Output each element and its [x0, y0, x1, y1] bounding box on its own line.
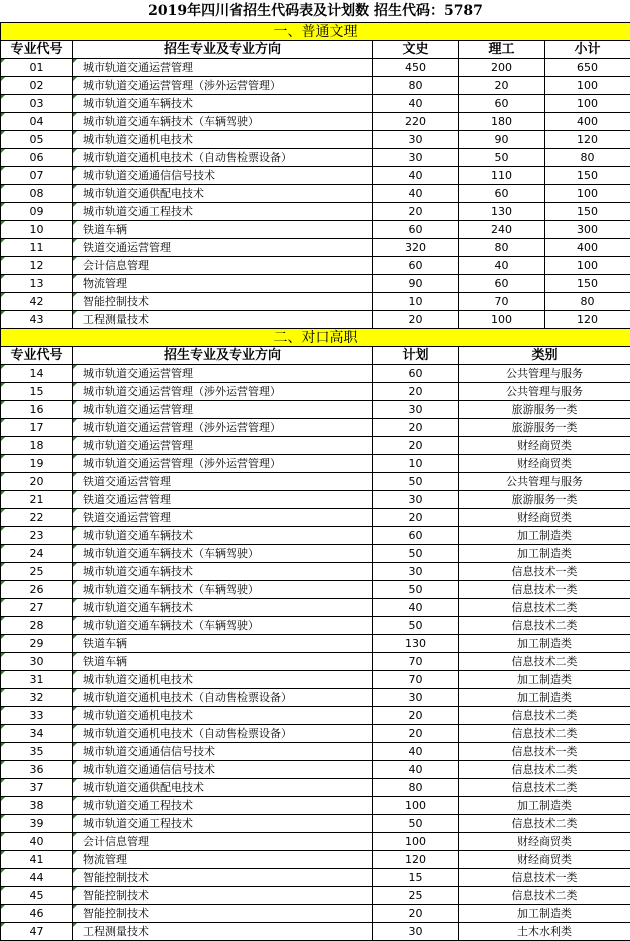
plan-count: 20: [373, 905, 459, 923]
major-name: 城市轨道交通运营管理: [73, 401, 373, 419]
major-code: 26: [1, 581, 73, 599]
plan-count: 30: [373, 689, 459, 707]
plan-count: 25: [373, 887, 459, 905]
plan-count: 100: [373, 797, 459, 815]
table-row: [1, 581, 630, 599]
major-code: 45: [1, 887, 73, 905]
major-code: 39: [1, 815, 73, 833]
liberal-arts-count: 30: [373, 131, 459, 149]
plan-count: 30: [373, 491, 459, 509]
table-row: [1, 563, 630, 581]
major-name: 铁道交通运营管理: [73, 473, 373, 491]
plan-count: 50: [373, 581, 459, 599]
major-code: 12: [1, 257, 73, 275]
major-code: 21: [1, 491, 73, 509]
category: 加工制造类: [459, 545, 630, 563]
plan-count: 120: [373, 851, 459, 869]
plan-count: 20: [373, 419, 459, 437]
subtotal-count: 650: [545, 59, 630, 77]
science-count: 50: [459, 149, 545, 167]
major-code: 35: [1, 743, 73, 761]
plan-count: 20: [373, 437, 459, 455]
plan-count: 30: [373, 401, 459, 419]
section1-header-row: [1, 41, 630, 59]
plan-count: 50: [373, 545, 459, 563]
major-code: 25: [1, 563, 73, 581]
header-category: 类别: [459, 347, 630, 365]
subtotal-count: 100: [545, 77, 630, 95]
science-count: 60: [459, 275, 545, 293]
table-row: [1, 185, 630, 203]
subtotal-count: 400: [545, 239, 630, 257]
section2-title-row: [1, 329, 630, 347]
category: 信息技术一类: [459, 581, 630, 599]
science-count: 100: [459, 311, 545, 329]
major-code: 11: [1, 239, 73, 257]
major-name: 城市轨道交通运营管理（涉外运营管理）: [73, 383, 373, 401]
table-row: [1, 707, 630, 725]
major-code: 15: [1, 383, 73, 401]
major-name: 城市轨道交通通信信号技术: [73, 743, 373, 761]
science-count: 90: [459, 131, 545, 149]
header-science: 理工: [459, 41, 545, 59]
major-name: 会计信息管理: [73, 257, 373, 275]
category: 财经商贸类: [459, 851, 630, 869]
table-row: [1, 635, 630, 653]
category: 财经商贸类: [459, 455, 630, 473]
major-code: 16: [1, 401, 73, 419]
title-row: [1, 0, 630, 23]
liberal-arts-count: 40: [373, 167, 459, 185]
plan-count: 70: [373, 653, 459, 671]
subtotal-count: 120: [545, 311, 630, 329]
liberal-arts-count: 90: [373, 275, 459, 293]
table-row: [1, 905, 630, 923]
table-row: [1, 293, 630, 311]
table-row: [1, 239, 630, 257]
plan-count: 50: [373, 617, 459, 635]
major-name: 会计信息管理: [73, 833, 373, 851]
table-row: [1, 743, 630, 761]
table-row: [1, 599, 630, 617]
table-row: [1, 509, 630, 527]
major-name: 铁道车辆: [73, 221, 373, 239]
table-row: [1, 275, 630, 293]
section1-rows: [1, 59, 630, 329]
major-name: 城市轨道交通运营管理: [73, 365, 373, 383]
category: 信息技术二类: [459, 887, 630, 905]
major-name: 城市轨道交通机电技术: [73, 131, 373, 149]
header-liberal-arts: 文史: [373, 41, 459, 59]
major-name: 城市轨道交通车辆技术: [73, 95, 373, 113]
major-code: 13: [1, 275, 73, 293]
subtotal-count: 150: [545, 167, 630, 185]
major-code: 32: [1, 689, 73, 707]
science-count: 60: [459, 185, 545, 203]
category: 信息技术二类: [459, 617, 630, 635]
category: 信息技术二类: [459, 761, 630, 779]
section2-title: 二、对口高职: [1, 329, 630, 347]
major-name: 城市轨道交通机电技术（自动售检票设备）: [73, 689, 373, 707]
major-code: 05: [1, 131, 73, 149]
plan-count: 30: [373, 563, 459, 581]
table-row: [1, 419, 630, 437]
major-name: 城市轨道交通供配电技术: [73, 779, 373, 797]
major-name: 铁道交通运营管理: [73, 509, 373, 527]
major-name: 城市轨道交通机电技术: [73, 671, 373, 689]
major-name: 铁道交通运营管理: [73, 491, 373, 509]
plan-count: 20: [373, 509, 459, 527]
science-count: 20: [459, 77, 545, 95]
liberal-arts-count: 30: [373, 149, 459, 167]
table-row: [1, 149, 630, 167]
plan-count: 20: [373, 383, 459, 401]
major-code: 10: [1, 221, 73, 239]
header-major: 招生专业及专业方向: [73, 347, 373, 365]
major-code: 40: [1, 833, 73, 851]
category: 信息技术一类: [459, 869, 630, 887]
subtotal-count: 150: [545, 203, 630, 221]
table-row: [1, 167, 630, 185]
science-count: 110: [459, 167, 545, 185]
major-code: 37: [1, 779, 73, 797]
major-code: 18: [1, 437, 73, 455]
science-count: 130: [459, 203, 545, 221]
header-subtotal: 小计: [545, 41, 630, 59]
section1-title-row: [1, 23, 630, 41]
table-row: [1, 131, 630, 149]
category: 财经商贸类: [459, 509, 630, 527]
table-row: [1, 203, 630, 221]
subtotal-count: 100: [545, 185, 630, 203]
section1-title: 一、普通文理: [1, 23, 630, 41]
liberal-arts-count: 220: [373, 113, 459, 131]
major-name: 城市轨道交通通信信号技术: [73, 761, 373, 779]
table-row: [1, 95, 630, 113]
major-name: 物流管理: [73, 851, 373, 869]
plan-count: 40: [373, 761, 459, 779]
major-code: 06: [1, 149, 73, 167]
major-code: 46: [1, 905, 73, 923]
table-row: [1, 257, 630, 275]
major-name: 铁道车辆: [73, 653, 373, 671]
science-count: 180: [459, 113, 545, 131]
science-count: 240: [459, 221, 545, 239]
category: 信息技术一类: [459, 743, 630, 761]
major-code: 01: [1, 59, 73, 77]
header-plan: 计划: [373, 347, 459, 365]
subtotal-count: 150: [545, 275, 630, 293]
section2-header-row: [1, 347, 630, 365]
category: 加工制造类: [459, 689, 630, 707]
major-name: 铁道车辆: [73, 635, 373, 653]
major-code: 34: [1, 725, 73, 743]
category: 信息技术二类: [459, 599, 630, 617]
category: 信息技术二类: [459, 779, 630, 797]
major-name: 城市轨道交通工程技术: [73, 797, 373, 815]
major-name: 城市轨道交通运营管理: [73, 59, 373, 77]
major-name: 城市轨道交通车辆技术: [73, 563, 373, 581]
table-row: [1, 365, 630, 383]
subtotal-count: 400: [545, 113, 630, 131]
major-name: 铁道交通运营管理: [73, 239, 373, 257]
major-name: 城市轨道交通车辆技术（车辆驾驶）: [73, 581, 373, 599]
liberal-arts-count: 80: [373, 77, 459, 95]
plan-count: 80: [373, 779, 459, 797]
major-code: 41: [1, 851, 73, 869]
liberal-arts-count: 60: [373, 257, 459, 275]
major-name: 城市轨道交通工程技术: [73, 815, 373, 833]
major-name: 智能控制技术: [73, 293, 373, 311]
major-name: 城市轨道交通供配电技术: [73, 185, 373, 203]
plan-count: 10: [373, 455, 459, 473]
category: 旅游服务一类: [459, 491, 630, 509]
major-name: 城市轨道交通机电技术（自动售检票设备）: [73, 149, 373, 167]
major-code: 09: [1, 203, 73, 221]
plan-count: 130: [373, 635, 459, 653]
major-name: 智能控制技术: [73, 905, 373, 923]
major-name: 城市轨道交通车辆技术（车辆驾驶）: [73, 617, 373, 635]
major-name: 城市轨道交通运营管理（涉外运营管理）: [73, 455, 373, 473]
liberal-arts-count: 60: [373, 221, 459, 239]
category: 加工制造类: [459, 527, 630, 545]
major-name: 城市轨道交通工程技术: [73, 203, 373, 221]
major-code: 36: [1, 761, 73, 779]
major-code: 28: [1, 617, 73, 635]
header-major: 招生专业及专业方向: [73, 41, 373, 59]
table-row: [1, 311, 630, 329]
table-row: [1, 869, 630, 887]
major-code: 14: [1, 365, 73, 383]
category: 加工制造类: [459, 905, 630, 923]
major-name: 城市轨道交通机电技术（自动售检票设备）: [73, 725, 373, 743]
plan-count: 40: [373, 743, 459, 761]
plan-count: 50: [373, 815, 459, 833]
major-code: 24: [1, 545, 73, 563]
table-row: [1, 527, 630, 545]
science-count: 60: [459, 95, 545, 113]
table-row: [1, 779, 630, 797]
category: 财经商贸类: [459, 437, 630, 455]
category: 加工制造类: [459, 797, 630, 815]
major-name: 城市轨道交通车辆技术（车辆驾驶）: [73, 545, 373, 563]
subtotal-count: 120: [545, 131, 630, 149]
liberal-arts-count: 450: [373, 59, 459, 77]
table-row: [1, 77, 630, 95]
major-code: 29: [1, 635, 73, 653]
major-code: 17: [1, 419, 73, 437]
table-row: [1, 797, 630, 815]
major-name: 城市轨道交通车辆技术: [73, 599, 373, 617]
plan-count: 20: [373, 707, 459, 725]
major-name: 智能控制技术: [73, 887, 373, 905]
category: 公共管理与服务: [459, 473, 630, 491]
table-row: [1, 725, 630, 743]
table-row: [1, 653, 630, 671]
science-count: 70: [459, 293, 545, 311]
liberal-arts-count: 20: [373, 203, 459, 221]
header-code: 专业代号: [1, 41, 73, 59]
major-name: 城市轨道交通通信信号技术: [73, 167, 373, 185]
section2-rows: [1, 365, 630, 941]
category: 旅游服务一类: [459, 401, 630, 419]
subtotal-count: 80: [545, 293, 630, 311]
major-code: 27: [1, 599, 73, 617]
major-code: 04: [1, 113, 73, 131]
table-row: [1, 383, 630, 401]
major-code: 33: [1, 707, 73, 725]
table-row: [1, 491, 630, 509]
category: 信息技术二类: [459, 815, 630, 833]
category: 加工制造类: [459, 671, 630, 689]
major-code: 43: [1, 311, 73, 329]
subtotal-count: 100: [545, 257, 630, 275]
major-code: 07: [1, 167, 73, 185]
major-code: 47: [1, 923, 73, 941]
table-row: [1, 221, 630, 239]
liberal-arts-count: 40: [373, 95, 459, 113]
major-code: 31: [1, 671, 73, 689]
science-count: 200: [459, 59, 545, 77]
major-code: 02: [1, 77, 73, 95]
category: 土木水利类: [459, 923, 630, 941]
table-row: [1, 671, 630, 689]
table-row: [1, 617, 630, 635]
plan-count: 40: [373, 599, 459, 617]
table-row: [1, 761, 630, 779]
major-code: 30: [1, 653, 73, 671]
major-name: 智能控制技术: [73, 869, 373, 887]
subtotal-count: 100: [545, 95, 630, 113]
major-code: 20: [1, 473, 73, 491]
plan-count: 60: [373, 527, 459, 545]
table-row: [1, 833, 630, 851]
plan-count: 50: [373, 473, 459, 491]
subtotal-count: 300: [545, 221, 630, 239]
table-row: [1, 455, 630, 473]
major-name: 城市轨道交通运营管理: [73, 437, 373, 455]
major-name: 城市轨道交通运营管理（涉外运营管理）: [73, 419, 373, 437]
major-name: 城市轨道交通运营管理（涉外运营管理）: [73, 77, 373, 95]
table-row: [1, 113, 630, 131]
major-code: 23: [1, 527, 73, 545]
major-name: 物流管理: [73, 275, 373, 293]
category: 信息技术二类: [459, 725, 630, 743]
category: 信息技术二类: [459, 653, 630, 671]
science-count: 80: [459, 239, 545, 257]
plan-count: 100: [373, 833, 459, 851]
major-code: 03: [1, 95, 73, 113]
category: 信息技术一类: [459, 563, 630, 581]
subtotal-count: 80: [545, 149, 630, 167]
science-count: 40: [459, 257, 545, 275]
liberal-arts-count: 10: [373, 293, 459, 311]
table-row: [1, 923, 630, 941]
category: 旅游服务一类: [459, 419, 630, 437]
table-row: [1, 887, 630, 905]
category: 财经商贸类: [459, 833, 630, 851]
table-row: [1, 851, 630, 869]
major-code: 22: [1, 509, 73, 527]
plan-count: 20: [373, 725, 459, 743]
major-name: 工程测量技术: [73, 923, 373, 941]
liberal-arts-count: 20: [373, 311, 459, 329]
table-row: [1, 59, 630, 77]
category: 加工制造类: [459, 635, 630, 653]
plan-count: 15: [373, 869, 459, 887]
plan-count: 70: [373, 671, 459, 689]
category: 公共管理与服务: [459, 383, 630, 401]
major-name: 城市轨道交通机电技术: [73, 707, 373, 725]
major-code: 08: [1, 185, 73, 203]
major-code: 19: [1, 455, 73, 473]
major-code: 38: [1, 797, 73, 815]
table-row: [1, 815, 630, 833]
page-title: 2019年四川省招生代码表及计划数 招生代码：5787: [148, 3, 483, 19]
category: 信息技术二类: [459, 707, 630, 725]
liberal-arts-count: 40: [373, 185, 459, 203]
major-name: 城市轨道交通车辆技术: [73, 527, 373, 545]
table-row: [1, 401, 630, 419]
plan-count: 30: [373, 923, 459, 941]
major-code: 44: [1, 869, 73, 887]
table-row: [1, 689, 630, 707]
header-code: 专业代号: [1, 347, 73, 365]
major-name: 城市轨道交通车辆技术（车辆驾驶）: [73, 113, 373, 131]
category: 公共管理与服务: [459, 365, 630, 383]
table-row: [1, 545, 630, 563]
major-code: 42: [1, 293, 73, 311]
table-row: [1, 437, 630, 455]
major-name: 工程测量技术: [73, 311, 373, 329]
plan-count: 60: [373, 365, 459, 383]
liberal-arts-count: 320: [373, 239, 459, 257]
table-row: [1, 473, 630, 491]
